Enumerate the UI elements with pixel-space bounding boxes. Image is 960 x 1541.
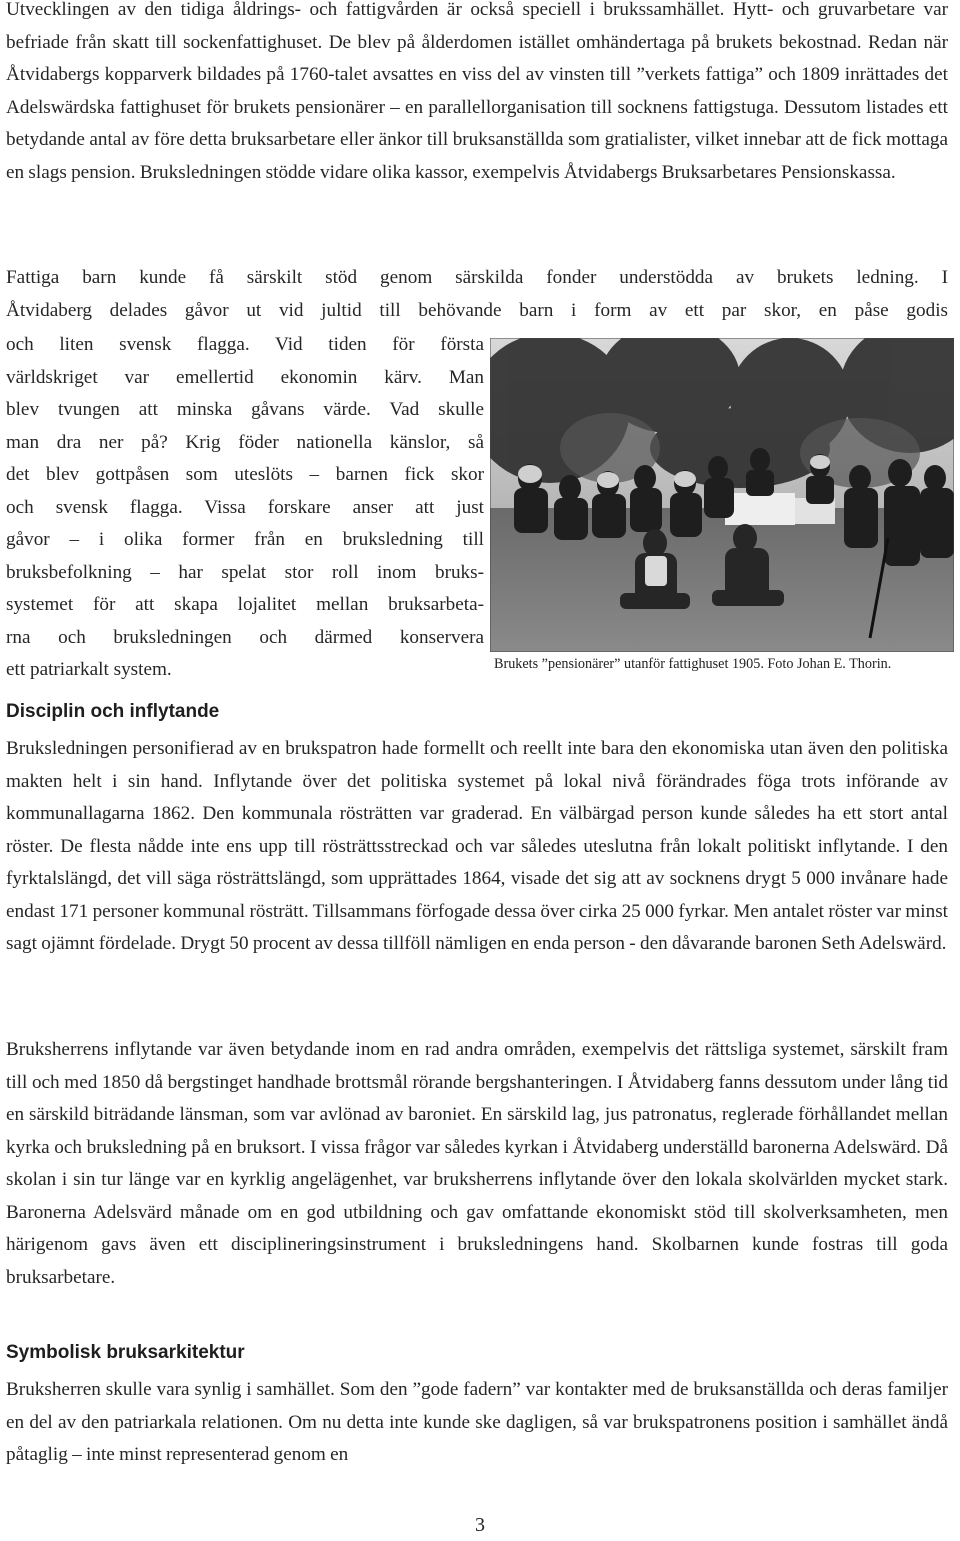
text-line: världskriget var emellertid ekonomin kärv. Man xyxy=(6,366,484,388)
heading-disciplin: Disciplin och inflytande xyxy=(6,701,220,722)
text-line: bruksbefolkning – har spelat stor roll inom bruks- xyxy=(6,561,484,583)
paragraph-bruksherrens-inflytande: Bruksherrens inflytande var även betydande inom en rad andra områden, exempelvis det rättsliga systemet, särskilt fram till och med 1850 då bergstinget handhade brottsmål rörande bergshanteringen. I Åtvidaberg fanns dessutom under lång tid en särskild biträdande länsman, som var avlönad av baroniet. En särskild lag, jus patronatus, reglerade förhållandet mellan kyrka och bruksledning på en bruksort. I vissa frågor var således kyrkan i Åtvidaberg underställd baronerna Adelswärd. Då skolan i sin tur länge var en kyrklig angelägenhet, var bruksherrens inflytande över den lokala skolvärlden mycket stark. Baronerna Adelsvärd månade om en god utbildning och gav omfattande ekonomiskt stöd till skolverksamheten, men härigenom gavs även ett disciplineringsinstrument i bruksledningens hand. Skolbarnen kunde fostras till goda bruksarbetare. xyxy=(6,1039,948,1288)
text-line: rna och bruksledningen och därmed konservera xyxy=(6,626,484,648)
text-line: och liten svensk flagga. Vid tiden för första xyxy=(6,334,484,355)
text-line: det blev gottpåsen som uteslöts – barnen fick skor xyxy=(6,464,484,485)
text-line: Åtvidaberg delades gåvor ut vid jultid till behövande barn i form av ett par skor, en påse godis xyxy=(6,299,948,321)
text-line: gåvor – i olika former från en bruksledning till xyxy=(6,529,484,550)
text-line: och svensk flagga. Vissa forskare anser att just xyxy=(6,496,484,518)
photo-caption: Brukets ”pensionärer” utanför fattighuset 1905. Foto Johan E. Thorin. xyxy=(494,656,892,672)
heading-symbolisk: Symbolisk bruksarkitektur xyxy=(6,1342,245,1363)
historical-photo-pensioners xyxy=(490,338,954,652)
paragraph-aldringsvard: Utvecklingen av den tidiga åldrings- och fattigvården är också speciell i brukssamhället. Hytt- och gruvarbetare var befriade från skatt till sockenfattighuset. De blev på ålderdomen istället omhändertaga på brukets bekostnad. Redan när Åtvidabergs kopparverk bildades på 1760-talet avsattes en viss del av vinsten till ”verkets fattiga” och 1809 inrättades det Adelswärdska fattighuset för brukets pensionärer – en parallellorganisation till socknens fattigstuga. Dessutom listades ett betydande antal av före detta bruksarbetare eller änkor till bruksanställda som gratialister, vilket innebar att de fick mottaga en slags pension. Bruksledningen stödde vidare olika kassor, exempelvis Åtvidabergs Bruksarbetares Pensionskassa. xyxy=(6,0,948,183)
paragraph-fattiga-barn-full xyxy=(6,262,948,327)
text-line: systemet för att skapa lojalitet mellan bruksarbeta- xyxy=(6,594,484,615)
page-number: 3 xyxy=(475,1514,485,1536)
text-line: man dra ner på? Krig föder nationella känslor, så xyxy=(6,431,484,453)
text-line: Fattiga barn kunde få särskilt stöd genom särskilda fonder understödda av brukets ledning. I xyxy=(6,267,948,288)
paragraph-fattiga-barn-wrapped xyxy=(6,329,484,687)
text-line: blev tvungen att minska gåvans värde. Vad skulle xyxy=(6,399,484,420)
paragraph-symbolisk: Bruksherren skulle vara synlig i samhället. Som den ”gode fadern” var kontakter med de bruksanställda och deras familjer en del av den patriarkala relationen. Om nu detta inte kunde ske dagligen, så var brukspatronens position i samhället ändå påtaglig – inte minst representerad genom en xyxy=(6,1379,948,1465)
paragraph-disciplin: Bruksledningen personifierad av en brukspatron hade formellt och reellt inte bara den ekonomiska utan även den politiska makten helt i sin hand. Inflytande över det politiska systemet på lokal nivå förändrades föga trots införande av kommunallagarna 1862. Den kommunala rösträtten var graderad. En välbärgad person kunde således ha ett stort antal röster. De flesta nådde inte ens upp till rösträttsstreckad och var således uteslutna från lokalt politiskt inflytande. I den fyrktalslängd, det vill säga rösträttslängd, som upprättades 1864, visade det sig att av socknens drygt 5 000 invånare hade endast 171 personer kommunal rösträtt. Tillsammans förfogade dessa över cirka 25 000 fyrkar. Men antalet röster var minst sagt ojämnt fördelade. Drygt 50 procent av dessa tillföll nämligen en enda person - den dåvarande baronen Seth Adelswärd. xyxy=(6,738,948,954)
text-line: ett patriarkalt system. xyxy=(6,659,172,680)
